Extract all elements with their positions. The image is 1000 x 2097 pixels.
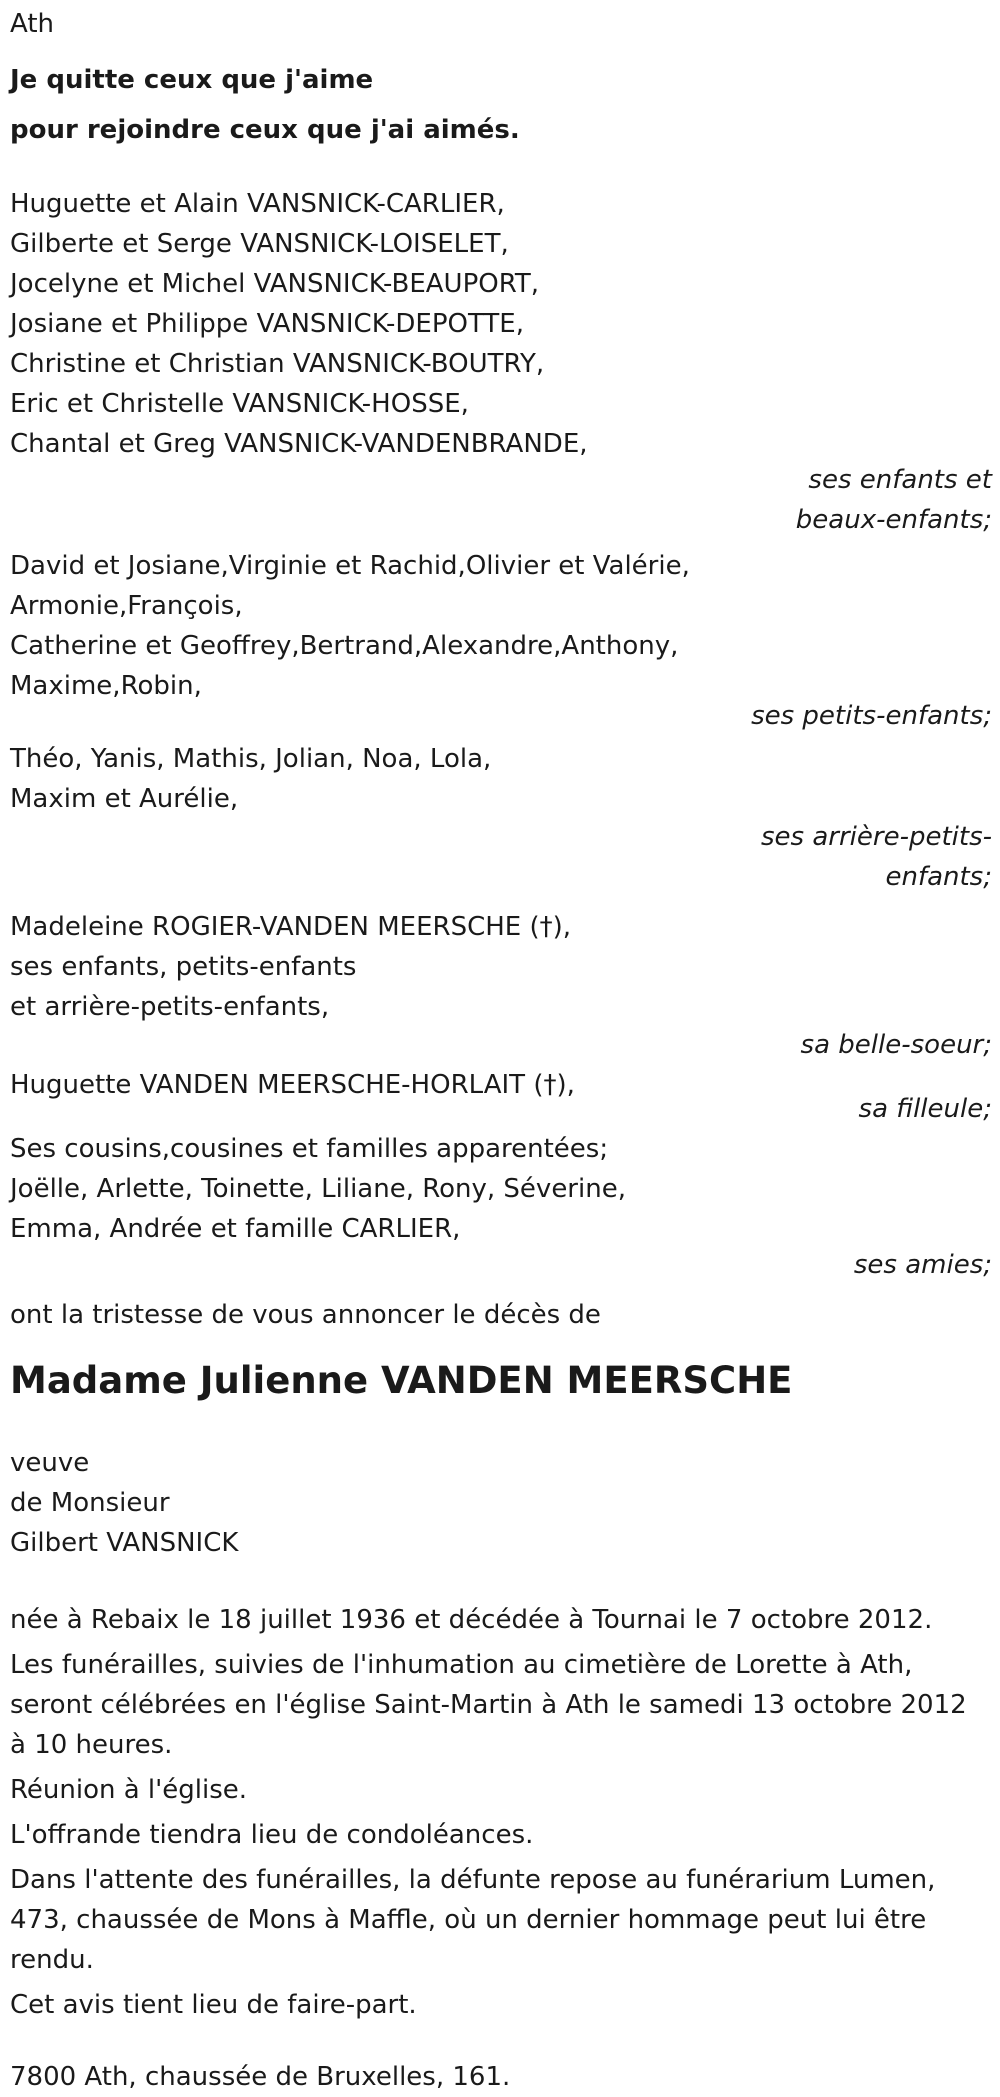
list-item: Gilberte et Serge VANSNICK-LOISELET, — [10, 229, 509, 259]
meeting: Réunion à l'église. — [10, 1775, 248, 1805]
list-item: Maxime,Robin, — [10, 671, 202, 701]
relation-label: ses arrière-petits- — [761, 822, 992, 852]
announcement: ont la tristesse de vous annoncer le décès de — [10, 1300, 601, 1330]
funeral-details — [10, 1645, 992, 1765]
paragraph-line: Les funérailles, suivies de l'inhumation au cimetière de Lorette à Ath, — [10, 1650, 913, 1680]
goddaughter: Huguette VANDEN MEERSCHE-HORLAIT (†), — [10, 1070, 575, 1100]
obituary-notice — [10, 4, 992, 2097]
offering: L'offrande tiendra lieu de condoléances. — [10, 1820, 534, 1850]
list-item: Jocelyne et Michel VANSNICK-BEAUPORT, — [10, 269, 540, 299]
paragraph-line: seront célébrées en l'église Saint-Martin à Ath le samedi 13 octobre 2012 — [10, 1690, 967, 1720]
quote-line: Je quitte ceux que j'aime — [10, 65, 374, 95]
list-item: Chantal et Greg VANSNICK-VANDENBRANDE, — [10, 429, 588, 459]
paragraph-line: à 10 heures. — [10, 1730, 173, 1760]
deceased-name: Madame Julienne VANDEN MEERSCHE — [10, 1359, 793, 1402]
relation-label: sa belle-soeur; — [800, 1030, 992, 1060]
relation-label: ses amies; — [853, 1250, 992, 1280]
address: 7800 Ath, chaussée de Bruxelles, 161. — [10, 2062, 511, 2092]
quote-line: pour rejoindre ceux que j'ai aimés. — [10, 115, 520, 145]
list-item: Josiane et Philippe VANSNICK-DEPOTTE, — [10, 309, 524, 339]
list-item: Ses cousins,cousines et familles apparentées; — [10, 1134, 609, 1164]
resting-details — [10, 1860, 992, 1980]
relation-label: beaux-enfants; — [795, 505, 992, 535]
great-grandchildren-list — [10, 739, 992, 819]
list-item: Maxim et Aurélie, — [10, 784, 239, 814]
grandchildren-list — [10, 546, 992, 706]
paragraph-line: Dans l'attente des funérailles, la défunte repose au funérarium Lumen, — [10, 1865, 936, 1895]
list-item: David et Josiane,Virginie et Rachid,Olivier et Valérie, — [10, 551, 690, 581]
list-item: Christine et Christian VANSNICK-BOUTRY, — [10, 349, 545, 379]
list-item: Emma, Andrée et famille CARLIER, — [10, 1214, 461, 1244]
list-item: Joëlle, Arlette, Toinette, Liliane, Rony, Séverine, — [10, 1174, 626, 1204]
children-relation — [10, 460, 992, 540]
widow-of — [10, 1443, 992, 1563]
children-list — [10, 184, 992, 464]
paragraph-line: 473, chaussée de Mons à Maffle, où un dernier hommage peut lui être — [10, 1905, 927, 1935]
relation-label: ses enfants et — [808, 465, 992, 495]
list-item: Eric et Christelle VANSNICK-HOSSE, — [10, 389, 469, 419]
great-grandchildren-relation — [10, 817, 992, 897]
location: Ath — [10, 9, 55, 39]
list-item: et arrière-petits-enfants, — [10, 992, 330, 1022]
sister-in-law-block — [10, 907, 992, 1027]
list-item: Catherine et Geoffrey,Bertrand,Alexandre,Anthony, — [10, 631, 679, 661]
relation-label: sa filleule; — [858, 1094, 992, 1124]
paragraph-line: rendu. — [10, 1945, 94, 1975]
list-item: Armonie,François, — [10, 591, 243, 621]
list-item: Théo, Yanis, Mathis, Jolian, Noa, Lola, — [10, 744, 492, 774]
relation-label: enfants; — [885, 862, 992, 892]
list-item: Madeleine ROGIER-VANDEN MEERSCHE (†), — [10, 912, 572, 942]
cousins-block — [10, 1129, 992, 1249]
relation-label: ses petits-enfants; — [751, 701, 992, 731]
quote — [10, 60, 992, 150]
widow-line: de Monsieur — [10, 1488, 170, 1518]
birth-death: née à Rebaix le 18 juillet 1936 et décédée à Tournai le 7 octobre 2012. — [10, 1605, 933, 1635]
list-item: ses enfants, petits-enfants — [10, 952, 357, 982]
notice: Cet avis tient lieu de faire-part. — [10, 1990, 417, 2020]
widow-line: Gilbert VANSNICK — [10, 1528, 239, 1558]
list-item: Huguette et Alain VANSNICK-CARLIER, — [10, 189, 505, 219]
widow-line: veuve — [10, 1448, 90, 1478]
